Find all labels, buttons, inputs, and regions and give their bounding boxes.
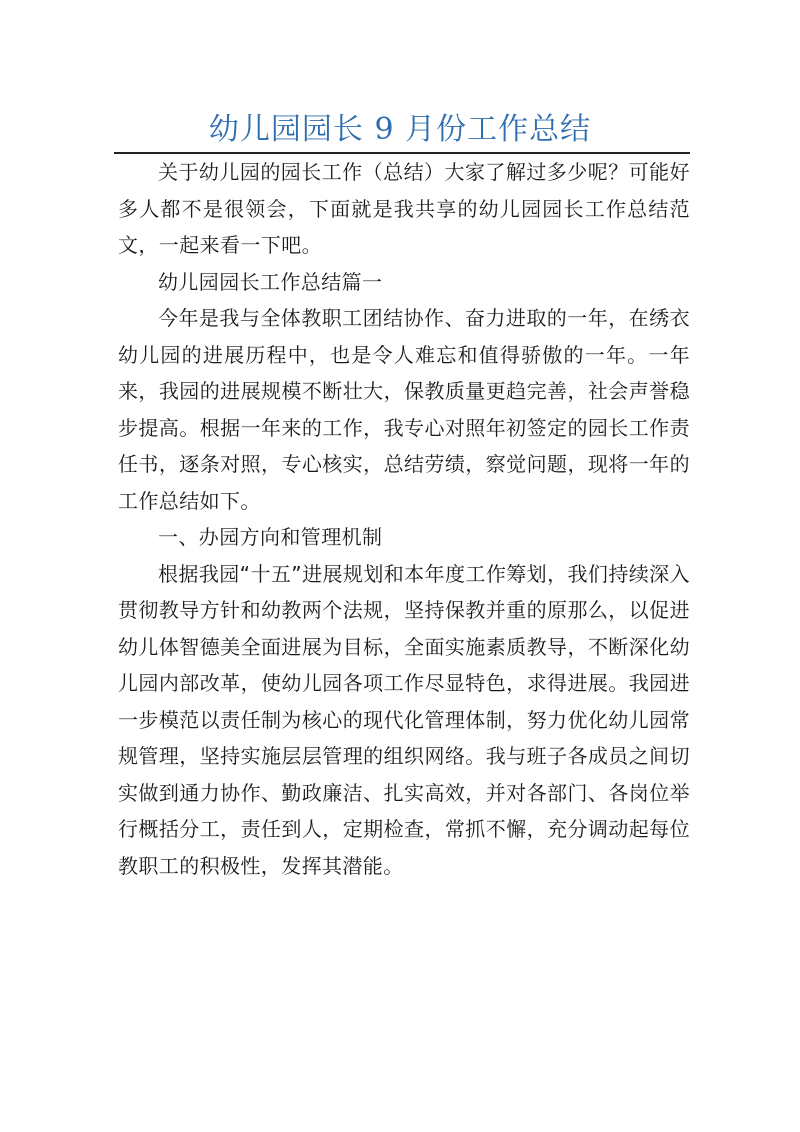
subsection-heading: 一、办园方向和管理机制 <box>158 525 383 549</box>
body-paragraph: 根据我园“十五”进展规划和本年度工作筹划，我们持续深入贯彻教导方针和幼教两个法规，坚持保教并重的原那么，以促进幼儿体智德美全面进展为目标，全面实施素质教导，不断深化幼儿园内部改革，使幼儿园各项工作尽显特色，求得进展。我园进一步模范以责任制为核心的现代化管理体制，努力优化幼儿园常规管理，坚持实施层层管理的组织网络。我与班子各成员之间切实做到通力协作、勤政廉洁、扎实高效，并对各部门、各岗位举行概括分工，责任到人，定期检查，常抓不懈，充分调动起每位教职工的积极性，发挥其潜能。 <box>118 561 690 878</box>
document-body <box>118 154 690 884</box>
intro-paragraph: 关于幼儿园的园长工作（总结）大家了解过多少呢？可能好多人都不是很领会，下面就是我共享的幼儿园园长工作总结范文，一起来看一下吧。 <box>118 160 690 257</box>
body-paragraph: 今年是我与全体教职工团结协作、奋力进取的一年，在绣衣幼儿园的进展历程中，也是令人难忘和值得骄傲的一年。一年来，我园的进展规模不断壮大，保教质量更趋完善，社会声誉稳步提高。根据一年来的工作，我专心对照年初签定的园长工作责任书，逐条对照，专心核实，总结劳绩，察觉问题，现将一年的工作总结如下。 <box>118 306 690 513</box>
section-heading: 幼儿园园长工作总结篇一 <box>158 269 383 294</box>
document-title: 幼儿园园长 9 月份工作总结 <box>208 112 592 147</box>
